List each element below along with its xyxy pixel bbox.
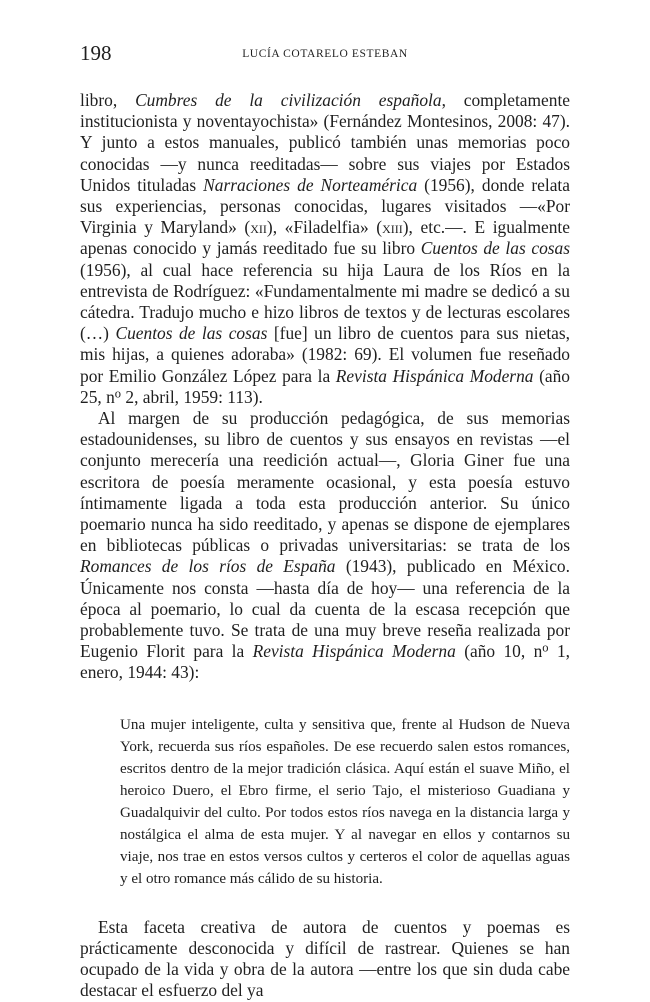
- italic-title: Cuentos de las cosas: [115, 323, 268, 344]
- text-run: 1, enero, 1944: 43):: [80, 641, 570, 683]
- paragraph-manuals-memoirs: [80, 90, 570, 408]
- roman-numeral: xii: [250, 217, 267, 238]
- text-run: 2, abril, 1959: 113).: [121, 386, 263, 407]
- italic-title: Cuentos de las cosas: [420, 238, 570, 259]
- italic-title: Revista Hispánica Moderna: [252, 641, 456, 662]
- text-run: (1943), publicado en México. Únicamente nos consta —hasta día de hoy— una referencia de la época al poemario, lo cual da cuenta de la escasa recepción que probablemente tuvo. Se trata de una muy breve reseña realizada por Eugenio Florit para la: [80, 556, 570, 662]
- text-run: libro,: [80, 90, 136, 110]
- italic-title: Cumbres de la civilización española: [135, 90, 442, 110]
- text-run: [fue] un libro de cuentos para sus nietas, mis hijas, a quienes adoraba» (1982: 69). El volumen fue reseñado por Emilio González López para la: [80, 323, 570, 386]
- text-run: (año 25, n: [80, 365, 570, 407]
- text-run: (1956), al cual hace referencia su hija Laura de los Ríos en la entrevista de Rodríguez: «Fundamentalmente mi madre se dedicó a su cátedra. Tradujo mucho e hizo libros de textos y de lecturas escolares (…): [80, 259, 570, 344]
- paragraph-creative-facet: [80, 917, 570, 1002]
- text-run: (año 10, n: [455, 641, 543, 662]
- text-run: Al margen de su producción pedagógica, de sus memorias estadounidenses, su libro de cuentos y sus ensayos en revistas —el conjunto merecería una reedición actual—, Gloria Giner fue una escritora de poesía meramente ocasional, y esta poesía estuvo íntimamente ligada a toda esta producción anterior. Su único poemario nunca ha sido reeditado, y apenas se dispone de ejemplares en bibliotecas públicas o privadas universitarias: se trata de los: [80, 408, 570, 556]
- superscript: o: [114, 386, 122, 401]
- italic-title: Revista Hispánica Moderna: [335, 365, 534, 386]
- page-number: 198: [80, 41, 112, 65]
- text-run: ), etc.—. E igualmente apenas conocido y jamás reeditado fue su libro: [80, 217, 570, 259]
- text-run: Esta faceta creativa de autora de cuentos y poemas es prácticamente desconocida y difícil de rastrear. Quienes se han ocupado de la vida y obra de la autora —entre los que sin duda cabe destacar el esfuerzo del ya: [80, 916, 570, 1001]
- running-head: [80, 40, 570, 68]
- text-run: ), «Filadelfia» (: [266, 217, 383, 238]
- text-run: Una mujer inteligente, culta y sensitiva que, frente al Hudson de Nueva York, recuerda sus ríos españoles. De ese recuerdo salen estos romances, escritos dentro de la mejor tradición clásica. Aquí están el suave Miño, el heroico Duero, el Ebro firme, el serio Tajo, el misterioso Guadiana y Guadalquivir del culto. Por todos estos ríos navega en la distancia larga y nostálgica el alma de esta mujer. Y al navegar en ellos y contarnos su viaje, nos trae en estos versos cultos y certeros el color de aquellas aguas y el otro romance más cálido de su historia.: [120, 716, 570, 887]
- paragraph-poetry: [80, 408, 570, 684]
- text-run: (1956), donde relata sus experiencias, personas conocidas, lugares visitados —«Por Virginia y Maryland» (: [80, 174, 570, 238]
- roman-numeral: xiii: [382, 217, 403, 238]
- header-author: LUCÍA COTARELO ESTEBAN: [242, 48, 408, 60]
- italic-title: Narraciones de Norteamérica: [203, 174, 418, 195]
- page-body: [80, 90, 570, 1002]
- superscript: o: [542, 640, 549, 655]
- text-run: , completamente institucionista y noventayochista» (Fernández Montesinos, 2008: 47). Y junto a estos manuales, publicó también unas memorias poco conocidas —y nunca reeditadas— sobre sus viajes por Estados Unidos tituladas: [80, 90, 570, 195]
- block-quote-florit: [120, 714, 570, 890]
- italic-title: Romances de los ríos de España: [80, 556, 336, 577]
